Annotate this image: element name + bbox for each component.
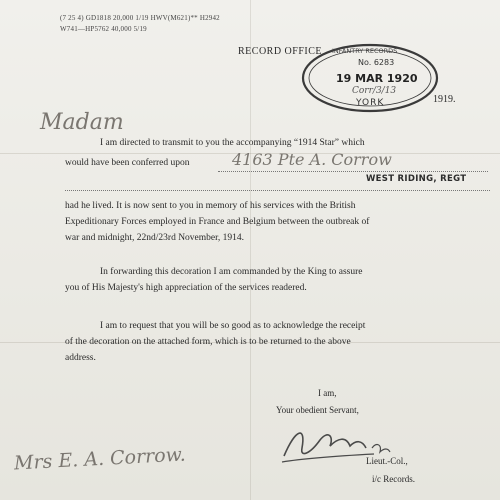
paragraph-4-line1: I am to request that you will be so good as to acknowledge the receipt bbox=[100, 321, 366, 331]
fold-crease bbox=[250, 0, 251, 500]
addressee-handwritten: Mrs E. A. Corrow. bbox=[13, 443, 187, 475]
record-office-heading: RECORD OFFICE bbox=[238, 46, 323, 57]
paragraph-3-line1: In forwarding this decoration I am commanded by the King to assure bbox=[100, 267, 363, 277]
signature-text bbox=[300, 432, 307, 433]
stamp-reference: Corr/3/13 bbox=[352, 86, 397, 96]
paragraph-3-line2: you of His Majesty's high appreciation of the services readered. bbox=[65, 283, 307, 293]
closing-i-am: I am, bbox=[318, 388, 337, 398]
recipient-handwritten: 4163 Pte A. Corrow bbox=[232, 150, 392, 169]
paragraph-4-line2: of the decoration on the attached form, which is to be returned to the above bbox=[65, 337, 351, 347]
paragraph-4-line3: address. bbox=[65, 353, 96, 363]
blank-dotted-line bbox=[65, 190, 490, 191]
closing-rank: Lieut.-Col., bbox=[366, 456, 408, 466]
paragraph-2-line2: Expeditionary Forces employed in France and Belgium between the outbreak of bbox=[65, 217, 370, 227]
closing-servant: Your obedient Servant, bbox=[276, 405, 359, 415]
recipient-dotted-line bbox=[218, 171, 488, 172]
printer-mark-line2: W741—HP5762 40,000 5/19 bbox=[60, 25, 147, 33]
paragraph-1-line1: I am directed to transmit to you the accompanying “1914 Star” which bbox=[100, 138, 365, 148]
stamp-place: YORK bbox=[356, 98, 385, 108]
stamp-number: No. 6283 bbox=[358, 58, 395, 67]
letter-year: 1919. bbox=[433, 94, 456, 105]
salutation-handwritten: Madam bbox=[40, 110, 124, 135]
regiment-stamp: WEST RIDING, REGT bbox=[366, 174, 467, 184]
stamp-top-text: INFANTRY RECORDS bbox=[332, 47, 398, 55]
paragraph-2-line3: war and midnight, 22nd/23rd November, 1914. bbox=[65, 233, 245, 243]
closing-office: i/c Records. bbox=[372, 474, 415, 484]
paragraph-1-line2: would have been conferred upon bbox=[65, 158, 190, 168]
paragraph-2-line1: had he lived. It is now sent to you in memory of his services with the British bbox=[65, 201, 356, 211]
stamp-date: 19 MAR 1920 bbox=[336, 72, 418, 85]
printer-mark-line1: (7 25 4) GD1818 20,000 1/19 HWV(M621)** H2942 bbox=[60, 14, 220, 22]
